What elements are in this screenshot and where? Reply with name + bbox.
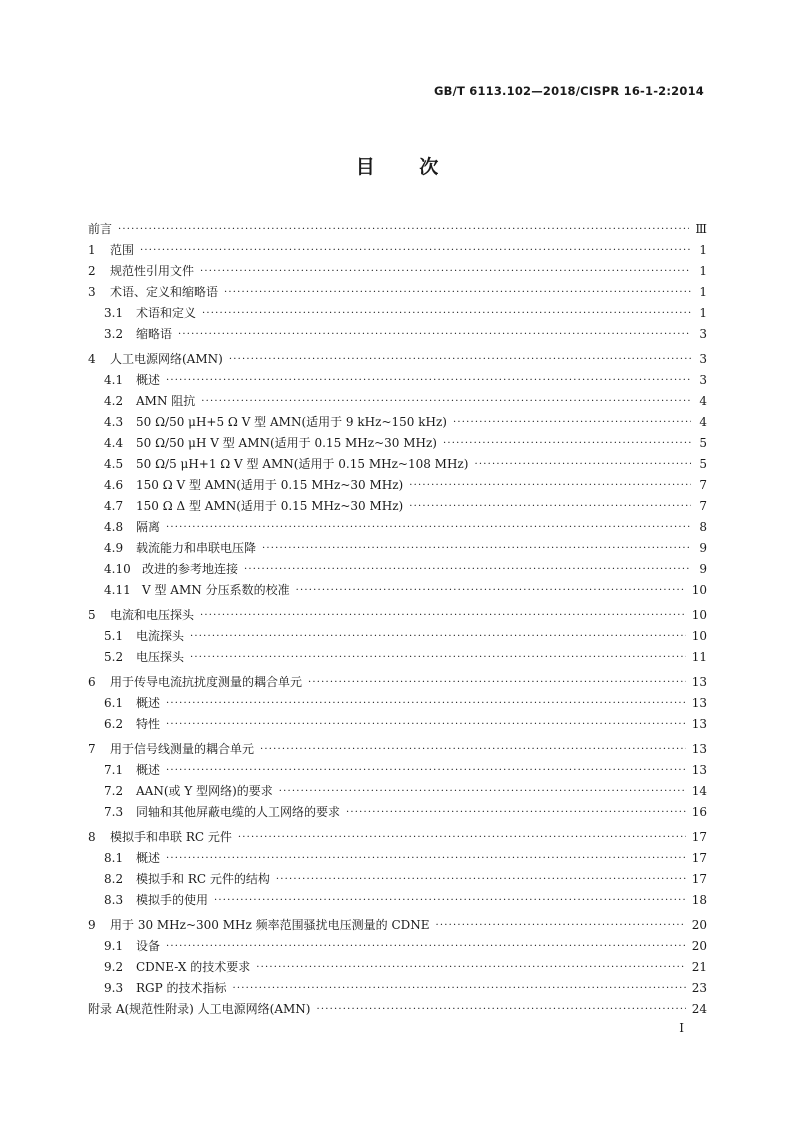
- toc-entry-title: 概述: [136, 851, 161, 865]
- toc-entry-page: 1: [699, 243, 707, 257]
- dot-leader: [453, 412, 691, 433]
- toc-entry-number: 4.5: [104, 457, 124, 471]
- toc-entry[interactable]: [88, 915, 707, 936]
- toc-entry-number: 7.2: [104, 784, 124, 798]
- toc-entry[interactable]: [88, 626, 707, 647]
- toc-entry-page: 13: [691, 675, 707, 689]
- toc-entry[interactable]: [88, 605, 707, 626]
- toc-entry[interactable]: [88, 240, 707, 261]
- toc-entry-title: 范围: [110, 243, 135, 257]
- toc-entry[interactable]: [88, 647, 707, 668]
- toc-entry-page: 17: [691, 830, 707, 844]
- dot-leader: [166, 936, 686, 957]
- toc-entry-number: 1: [88, 243, 96, 257]
- dot-leader: [296, 580, 686, 601]
- dot-leader: [166, 693, 686, 714]
- page-title: 目 次: [355, 156, 439, 178]
- toc-entry[interactable]: [88, 999, 707, 1020]
- toc-entry-number: 7.1: [104, 763, 124, 777]
- toc-entry-page: 1: [699, 306, 707, 320]
- toc-entry-number: 4: [88, 352, 96, 366]
- dot-leader: [166, 760, 686, 781]
- dot-leader: [166, 714, 686, 735]
- dot-leader: [178, 324, 691, 345]
- toc-entry[interactable]: [88, 282, 707, 303]
- toc-entry-number: 6.2: [104, 717, 124, 731]
- dot-leader: [474, 454, 691, 475]
- toc-entry[interactable]: [88, 538, 707, 559]
- toc-entry-number: 4.9: [104, 541, 124, 555]
- toc-entry-title: 50 Ω/50 μH+5 Ω V 型 AMN(适用于 9 kHz~150 kHz): [136, 415, 447, 429]
- dot-leader: [346, 802, 686, 823]
- toc-entry-number: 4.2: [104, 394, 124, 408]
- dot-leader: [166, 370, 691, 391]
- toc-entry-title: 150 Ω V 型 AMN(适用于 0.15 MHz~30 MHz): [136, 478, 404, 492]
- toc-entry-page: 9: [699, 562, 707, 576]
- dot-leader: [190, 647, 686, 668]
- toc-entry-number: 6: [88, 675, 96, 689]
- toc-entry-number: 6.1: [104, 696, 124, 710]
- toc-entry-page: 5: [699, 436, 707, 450]
- toc-entry-number: 9: [88, 918, 96, 932]
- dot-leader: [166, 848, 686, 869]
- toc-entry-title: 电压探头: [136, 650, 185, 664]
- toc-entry-number: 4.4: [104, 436, 124, 450]
- toc-entry-number: 7: [88, 742, 96, 756]
- toc-entry[interactable]: [88, 693, 707, 714]
- dot-leader: [214, 890, 686, 911]
- toc-entry-title: 150 Ω Δ 型 AMN(适用于 0.15 MHz~30 MHz): [136, 499, 404, 513]
- toc-entry[interactable]: [88, 303, 707, 324]
- toc-entry[interactable]: [88, 559, 707, 580]
- toc-entry-number: 2: [88, 264, 96, 278]
- toc-entry-title: 用于传导电流抗扰度测量的耦合单元: [110, 675, 303, 689]
- toc-entry-page: 13: [691, 696, 707, 710]
- toc-entry-number: 8.1: [104, 851, 124, 865]
- toc-entry-page: 13: [691, 763, 707, 777]
- toc-entry-number: 8.2: [104, 872, 124, 886]
- toc-entry[interactable]: [88, 936, 707, 957]
- toc-entry-page: 3: [699, 352, 707, 366]
- toc-entry-number: 3.1: [104, 306, 124, 320]
- dot-leader: [166, 517, 691, 538]
- standard-code-header: GB/T 6113.102—2018/CISPR 16-1-2:2014: [434, 84, 704, 98]
- dot-leader: [244, 559, 691, 580]
- toc-entry-number: 5: [88, 608, 96, 622]
- toc-entry-page: 20: [691, 918, 707, 932]
- dot-leader: [200, 605, 686, 626]
- toc-entry-number: 5.2: [104, 650, 124, 664]
- toc-entry-page: 1: [699, 264, 707, 278]
- toc-entry-title: 电流探头: [136, 629, 185, 643]
- toc-entry-title: V 型 AMN 分压系数的校准: [142, 583, 290, 597]
- toc-entry-title: 用于信号线测量的耦合单元: [110, 742, 255, 756]
- toc-entry-number: 4.11: [104, 583, 131, 597]
- toc-entry[interactable]: [88, 781, 707, 802]
- toc-entry-title: AAN(或 Y 型网络)的要求: [136, 784, 273, 798]
- toc-entry[interactable]: [88, 739, 707, 760]
- toc-entry-number: 4.8: [104, 520, 124, 534]
- toc-entry[interactable]: [88, 433, 707, 454]
- toc-entry-title: CDNE-X 的技术要求: [136, 960, 251, 974]
- toc-entry-title: 缩略语: [136, 327, 173, 341]
- toc-entry-number: 3.2: [104, 327, 124, 341]
- toc-entry[interactable]: [88, 869, 707, 890]
- toc-entry-page: 4: [699, 415, 707, 429]
- dot-leader: [201, 391, 691, 412]
- toc-entry-page: Ⅲ: [695, 222, 707, 236]
- dot-leader: [262, 538, 691, 559]
- toc-entry-title: 设备: [136, 939, 161, 953]
- toc-entry-number: 9.3: [104, 981, 124, 995]
- toc-entry-title: 模拟手的使用: [136, 893, 209, 907]
- toc-entry-number: 9.2: [104, 960, 124, 974]
- toc-entry-page: 5: [699, 457, 707, 471]
- dot-leader: [260, 739, 686, 760]
- toc-entry[interactable]: [88, 672, 707, 693]
- dot-leader: [316, 999, 685, 1020]
- toc-entry-page: 17: [691, 872, 707, 886]
- toc-entry-title: 概述: [136, 763, 161, 777]
- dot-leader: [140, 240, 691, 261]
- toc-entry-title: 规范性引用文件: [110, 264, 195, 278]
- toc-entry-title: 50 Ω/5 μH+1 Ω V 型 AMN(适用于 0.15 MHz~108 MHz): [136, 457, 469, 471]
- toc-entry-number: 4.3: [104, 415, 124, 429]
- toc-entry-title: 前言: [88, 222, 113, 236]
- toc-entry[interactable]: [88, 580, 707, 601]
- dot-leader: [308, 672, 686, 693]
- toc-entry-page: 10: [691, 583, 707, 597]
- toc-entry-page: 24: [691, 1002, 707, 1016]
- toc-entry[interactable]: [88, 714, 707, 735]
- toc-entry[interactable]: [88, 412, 707, 433]
- toc-entry-title: 电流和电压探头: [110, 608, 195, 622]
- toc-entry-number: 3: [88, 285, 96, 299]
- toc-entry-number: 7.3: [104, 805, 124, 819]
- dot-leader: [118, 219, 689, 240]
- dot-leader: [409, 475, 691, 496]
- dot-leader: [256, 957, 685, 978]
- toc-entry-title: 50 Ω/50 μH V 型 AMN(适用于 0.15 MHz~30 MHz): [136, 436, 437, 450]
- toc-entry-page: 3: [699, 373, 707, 387]
- toc-entry-title: 附录 A(规范性附录) 人工电源网络(AMN): [88, 1002, 311, 1016]
- toc-entry-number: 9.1: [104, 939, 124, 953]
- toc-entry-title: 术语和定义: [136, 306, 197, 320]
- toc-entry[interactable]: [88, 957, 707, 978]
- dot-leader: [436, 915, 686, 936]
- dot-leader: [229, 349, 691, 370]
- toc-entry[interactable]: [88, 517, 707, 538]
- toc-entry-title: 改进的参考地连接: [142, 562, 239, 576]
- toc-entry[interactable]: [88, 475, 707, 496]
- toc-entry[interactable]: [88, 454, 707, 475]
- toc-entry[interactable]: [88, 890, 707, 911]
- toc-entry-title: 模拟手和串联 RC 元件: [110, 830, 232, 844]
- toc-entry-title: 载流能力和串联电压降: [136, 541, 257, 555]
- toc-entry-page: 23: [691, 981, 707, 995]
- toc-entry-number: 8: [88, 830, 96, 844]
- toc-entry[interactable]: [88, 370, 707, 391]
- toc-entry-page: 14: [691, 784, 707, 798]
- toc-entry-number: 4.7: [104, 499, 124, 513]
- toc-entry-page: 10: [691, 629, 707, 643]
- toc-entry-page: 16: [691, 805, 707, 819]
- toc-entry-page: 9: [699, 541, 707, 555]
- toc-entry[interactable]: [88, 827, 707, 848]
- dot-leader: [238, 827, 686, 848]
- toc-entry-number: 4.1: [104, 373, 124, 387]
- toc-entry[interactable]: [88, 496, 707, 517]
- toc-entry[interactable]: [88, 261, 707, 282]
- dot-leader: [409, 496, 691, 517]
- toc-entry-page: 13: [691, 717, 707, 731]
- toc-entry-title: 隔离: [136, 520, 161, 534]
- toc-entry-page: 21: [691, 960, 707, 974]
- toc-entry-page: 11: [691, 650, 707, 664]
- dot-leader: [233, 978, 686, 999]
- toc-entry-number: 4.10: [104, 562, 131, 576]
- table-of-contents: [88, 219, 707, 1020]
- toc-entry-title: 模拟手和 RC 元件的结构: [136, 872, 270, 886]
- toc-entry[interactable]: [88, 324, 707, 345]
- toc-entry-page: 13: [691, 742, 707, 756]
- toc-entry-title: AMN 阻抗: [136, 394, 196, 408]
- toc-entry-title: 术语、定义和缩略语: [110, 285, 219, 299]
- toc-entry-page: 10: [691, 608, 707, 622]
- toc-entry-page: 18: [691, 893, 707, 907]
- toc-entry-title: 人工电源网络(AMN): [110, 352, 223, 366]
- toc-entry-page: 4: [699, 394, 707, 408]
- toc-entry-title: 概述: [136, 373, 161, 387]
- toc-entry-title: 概述: [136, 696, 161, 710]
- toc-entry-page: 8: [699, 520, 707, 534]
- toc-entry-title: 同轴和其他屏蔽电缆的人工网络的要求: [136, 805, 341, 819]
- toc-entry-title: 特性: [136, 717, 161, 731]
- toc-entry-page: 7: [699, 478, 707, 492]
- toc-entry[interactable]: [88, 391, 707, 412]
- page-number: Ⅰ: [679, 1021, 684, 1035]
- toc-entry-page: 7: [699, 499, 707, 513]
- toc-entry-number: 5.1: [104, 629, 124, 643]
- dot-leader: [202, 303, 691, 324]
- toc-entry-number: 4.6: [104, 478, 124, 492]
- dot-leader: [224, 282, 691, 303]
- toc-entry-page: 20: [691, 939, 707, 953]
- toc-entry[interactable]: [88, 349, 707, 370]
- toc-entry[interactable]: [88, 978, 707, 999]
- toc-entry-page: 17: [691, 851, 707, 865]
- dot-leader: [190, 626, 686, 647]
- toc-entry-title: 用于 30 MHz~300 MHz 频率范围骚扰电压测量的 CDNE: [110, 918, 430, 932]
- toc-entry[interactable]: [88, 848, 707, 869]
- dot-leader: [443, 433, 691, 454]
- dot-leader: [200, 261, 691, 282]
- toc-entry-title: RGP 的技术指标: [136, 981, 227, 995]
- toc-entry-number: 8.3: [104, 893, 124, 907]
- toc-entry-page: 1: [699, 285, 707, 299]
- toc-entry-page: 3: [699, 327, 707, 341]
- dot-leader: [279, 781, 686, 802]
- toc-entry[interactable]: [88, 802, 707, 823]
- dot-leader: [276, 869, 686, 890]
- toc-entry[interactable]: [88, 760, 707, 781]
- toc-entry[interactable]: [88, 219, 707, 240]
